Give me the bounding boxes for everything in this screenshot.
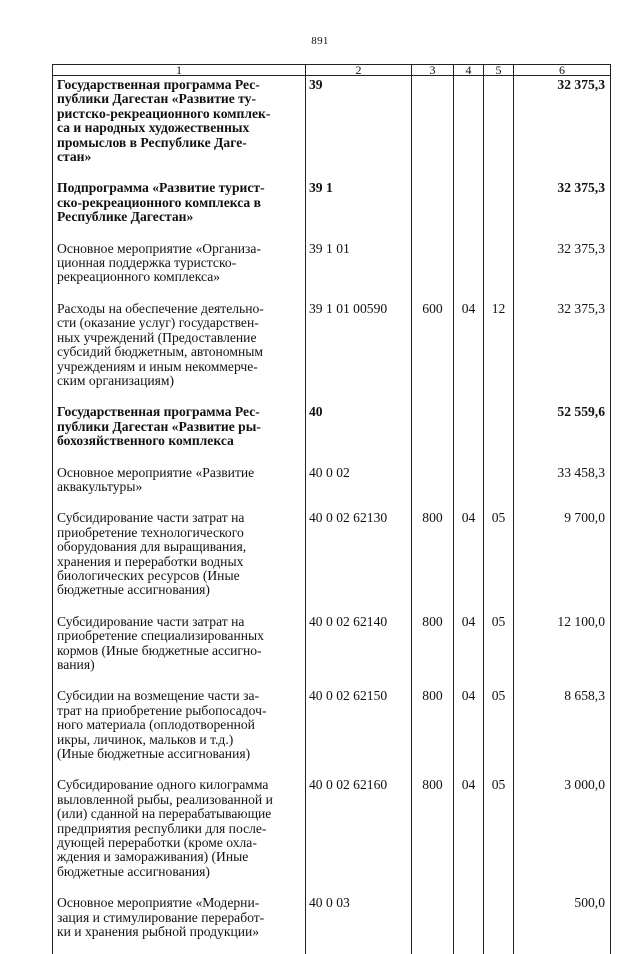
table-row xyxy=(53,777,611,895)
row-code: 40 0 02 xyxy=(306,465,412,511)
row-amount: 9 700,0 xyxy=(514,510,611,613)
row-code: 39 1 01 xyxy=(306,241,412,301)
row-pr: 05 xyxy=(484,510,514,613)
row-code: 39 xyxy=(306,76,412,181)
table-row xyxy=(53,465,611,511)
row-amount: 33 458,3 xyxy=(514,465,611,511)
row-amount: 52 559,6 xyxy=(514,404,611,464)
row-amount: 32 375,3 xyxy=(514,241,611,301)
row-code: 40 0 02 62150 xyxy=(306,688,412,777)
row-vr xyxy=(412,241,454,301)
row-name: Основное мероприятие «Организа- ционная поддержка туристско- рекреационного комплекса» xyxy=(53,241,306,301)
row-vr xyxy=(412,404,454,464)
row-rz: 04 xyxy=(454,688,484,777)
row-pr xyxy=(484,241,514,301)
row-code: 40 0 02 62130 xyxy=(306,510,412,613)
row-name: Основное мероприятие «Развитие аквакультуры» xyxy=(53,465,306,511)
row-vr xyxy=(412,180,454,240)
row-rz xyxy=(454,465,484,511)
row-name: Основное мероприятие «Модерни- зация и стимулирование переработ- ки и хранения рыбной продукции» xyxy=(53,895,306,953)
row-rz xyxy=(454,404,484,464)
row-vr: 800 xyxy=(412,688,454,777)
col-header-rz: 4 xyxy=(454,65,484,76)
row-code: 40 0 02 62160 xyxy=(306,777,412,895)
row-vr: 800 xyxy=(412,614,454,689)
row-pr xyxy=(484,465,514,511)
row-vr xyxy=(412,76,454,181)
row-pr: 05 xyxy=(484,614,514,689)
row-code: 40 0 02 62140 xyxy=(306,614,412,689)
row-code: 39 1 01 00590 xyxy=(306,301,412,404)
row-rz xyxy=(454,895,484,953)
row-name: Субсидирование части затрат на приобретение технологического оборудования для выращивания, хранения и переработки водных биологических ресурсов (Иные бюджетные ассигнования) xyxy=(53,510,306,613)
row-name: Субсидирование одного килограмма выловленной рыбы, реализованной и (или) сданной на перерабатывающие предприятия республики для после- дующей переработки (кроме охла- ждения и замораживания) (Иные бюджетные ассигнования) xyxy=(53,777,306,895)
row-vr xyxy=(412,465,454,511)
row-rz xyxy=(454,241,484,301)
row-rz: 04 xyxy=(454,614,484,689)
row-pr xyxy=(484,76,514,181)
row-pr xyxy=(484,180,514,240)
table-row xyxy=(53,688,611,777)
table-row xyxy=(53,180,611,240)
row-pr xyxy=(484,895,514,953)
row-amount: 8 658,3 xyxy=(514,688,611,777)
page-number: 891 xyxy=(311,35,329,47)
row-amount: 500,0 xyxy=(514,895,611,953)
table-body xyxy=(53,76,611,954)
row-vr xyxy=(412,895,454,953)
row-code: 39 1 xyxy=(306,180,412,240)
row-amount: 3 000,0 xyxy=(514,777,611,895)
col-header-name: 1 xyxy=(53,65,306,76)
row-name: Расходы на обеспечение деятельно- сти (оказание услуг) государствен- ных учреждений (Предоставление субсидий бюджетным, автономным учреждениям и иным некоммерче- ским организациям) xyxy=(53,301,306,404)
row-rz: 04 xyxy=(454,510,484,613)
row-pr: 05 xyxy=(484,777,514,895)
row-pr xyxy=(484,404,514,464)
row-name: Подпрограмма «Развитие турист- ско-рекреационного комплекса в Республике Дагестан» xyxy=(53,180,306,240)
row-vr: 800 xyxy=(412,510,454,613)
table-row xyxy=(53,895,611,953)
row-vr: 800 xyxy=(412,777,454,895)
row-pr: 12 xyxy=(484,301,514,404)
row-rz xyxy=(454,76,484,181)
table-row xyxy=(53,404,611,464)
col-header-pr: 5 xyxy=(484,65,514,76)
table-row xyxy=(53,614,611,689)
row-amount: 32 375,3 xyxy=(514,301,611,404)
row-rz xyxy=(454,180,484,240)
row-name: Субсидирование части затрат на приобретение специализированных кормов (Иные бюджетные ассигно- вания) xyxy=(53,614,306,689)
row-name: Субсидии на возмещение части за- трат на приобретение рыбопосадоч- ного материала (оплодотворенной икры, личинок, мальков и т.д.) (Иные бюджетные ассигнования) xyxy=(53,688,306,777)
col-header-amount: 6 xyxy=(514,65,611,76)
row-amount: 32 375,3 xyxy=(514,180,611,240)
row-amount: 32 375,3 xyxy=(514,76,611,181)
table-row xyxy=(53,241,611,301)
row-name: Государственная программа Рес- публики Дагестан «Развитие ту- ристско-рекреационного комплек- са и народных художественных промыслов в Республике Даге- стан» xyxy=(53,76,306,181)
row-rz: 04 xyxy=(454,301,484,404)
row-name: Государственная программа Рес- публики Дагестан «Развитие ры- бохозяйственного комплекса xyxy=(53,404,306,464)
col-header-code: 2 xyxy=(306,65,412,76)
table-row xyxy=(53,510,611,613)
header-row xyxy=(53,65,611,76)
row-vr: 600 xyxy=(412,301,454,404)
row-code: 40 xyxy=(306,404,412,464)
row-pr: 05 xyxy=(484,688,514,777)
row-code: 40 0 03 xyxy=(306,895,412,953)
row-rz: 04 xyxy=(454,777,484,895)
table-row xyxy=(53,76,611,181)
row-amount: 12 100,0 xyxy=(514,614,611,689)
table-row xyxy=(53,301,611,404)
col-header-vr: 3 xyxy=(412,65,454,76)
budget-table xyxy=(52,64,611,954)
